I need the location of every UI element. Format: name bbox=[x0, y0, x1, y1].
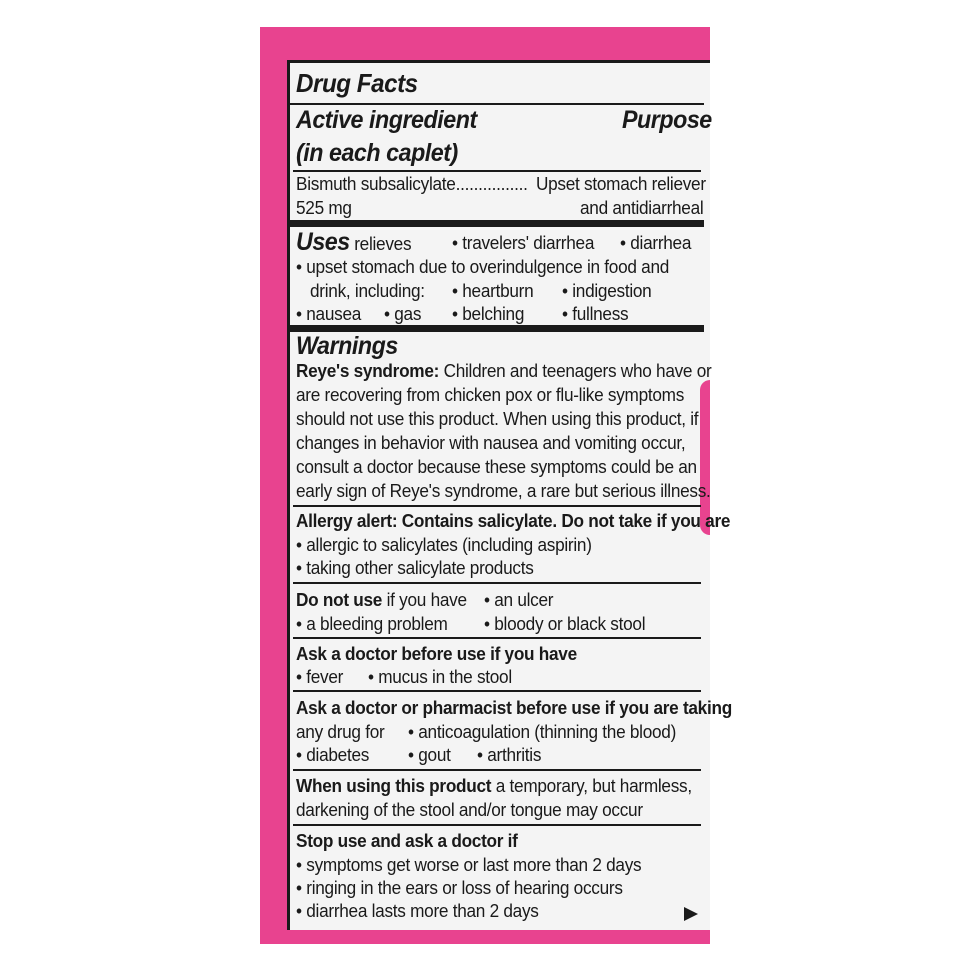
ingredient-amount: 525 mg bbox=[296, 197, 352, 218]
reye-line-6: early sign of Reye's syndrome, a rare but serious illness. bbox=[296, 480, 711, 501]
rule bbox=[293, 505, 701, 507]
when-using-line-1: When using this product a temporary, but harmless, bbox=[296, 775, 692, 796]
uses-bullet: • diarrhea bbox=[620, 232, 692, 253]
uses-bullet: • travelers' diarrhea bbox=[452, 232, 595, 253]
uses-bullet: • nausea bbox=[296, 303, 362, 324]
rule bbox=[293, 690, 701, 692]
ask-doctor-bullet: • fever bbox=[296, 666, 344, 687]
when-using-line-2: darkening of the stool and/or tongue may occur bbox=[296, 799, 643, 820]
uses-bullet: • gas bbox=[384, 303, 422, 324]
ask-pharmacist-bullet: • diabetes bbox=[296, 744, 370, 765]
ask-pharmacist-bullet: • anticoagulation (thinning the blood) bbox=[408, 721, 677, 742]
stop-use-bullet: • ringing in the ears or loss of hearing occurs bbox=[296, 877, 623, 898]
do-not-use: Do not use if you have bbox=[296, 589, 467, 610]
reye-line-5: consult a doctor because these symptoms could be an bbox=[296, 456, 697, 477]
rule bbox=[290, 103, 704, 105]
warnings-heading: Warnings bbox=[296, 332, 398, 360]
allergy-bullet: • taking other salicylate products bbox=[296, 557, 534, 578]
allergy-bullet: • allergic to salicylates (including aspirin) bbox=[296, 534, 592, 555]
ask-pharmacist-bullet: • gout bbox=[408, 744, 451, 765]
uses-line-3: drink, including: bbox=[310, 280, 425, 301]
reye-line-4: changes in behavior with nausea and vomiting occur, bbox=[296, 432, 686, 453]
ingredient-name: Bismuth subsalicylate................ bbox=[296, 173, 528, 194]
right-triangle-icon bbox=[684, 907, 698, 921]
drug-facts-title: Drug Facts bbox=[296, 68, 418, 98]
ask-pharmacist-heading: Ask a doctor or pharmacist before use if you are taking bbox=[296, 697, 732, 718]
ask-pharmacist-bullet: • arthritis bbox=[477, 744, 542, 765]
uses-bullet: • heartburn bbox=[452, 280, 534, 301]
purpose-line-2: and antidiarrheal bbox=[580, 197, 704, 218]
ask-doctor-heading: Ask a doctor before use if you have bbox=[296, 643, 577, 664]
stop-use-bullet: • diarrhea lasts more than 2 days bbox=[296, 900, 539, 921]
stop-use-heading: Stop use and ask a doctor if bbox=[296, 830, 518, 851]
reye-line-1: Reye's syndrome: Children and teenagers who have or bbox=[296, 360, 712, 381]
uses-bullet: • indigestion bbox=[562, 280, 652, 301]
rule bbox=[293, 824, 701, 826]
uses-line-1: Uses relieves bbox=[296, 228, 412, 256]
purpose-line-1: Upset stomach reliever bbox=[536, 173, 706, 194]
rule bbox=[290, 325, 704, 332]
rule bbox=[293, 170, 701, 172]
do-not-use-bullet: • bloody or black stool bbox=[484, 613, 646, 634]
uses-line-2: • upset stomach due to overindulgence in food and bbox=[296, 256, 670, 277]
stop-use-bullet: • symptoms get worse or last more than 2 days bbox=[296, 854, 642, 875]
uses-bullet: • fullness bbox=[562, 303, 629, 324]
rule bbox=[293, 769, 701, 771]
do-not-use-bullet: • an ulcer bbox=[484, 589, 554, 610]
uses-bullet: • belching bbox=[452, 303, 525, 324]
ask-doctor-bullet: • mucus in the stool bbox=[368, 666, 512, 687]
allergy-alert: Allergy alert: Contains salicylate. Do not take if you are bbox=[296, 510, 731, 531]
active-ingredient-heading: Active ingredient bbox=[296, 106, 477, 134]
rule bbox=[293, 637, 701, 639]
active-ingredient-subheading: (in each caplet) bbox=[296, 139, 458, 167]
reye-line-2: are recovering from chicken pox or flu-like symptoms bbox=[296, 384, 685, 405]
rule bbox=[290, 220, 704, 227]
purpose-heading: Purpose bbox=[622, 106, 712, 134]
rule bbox=[293, 582, 701, 584]
do-not-use-bullet: • a bleeding problem bbox=[296, 613, 448, 634]
reye-line-3: should not use this product. When using this product, if bbox=[296, 408, 699, 429]
ask-pharmacist-line: any drug for bbox=[296, 721, 385, 742]
